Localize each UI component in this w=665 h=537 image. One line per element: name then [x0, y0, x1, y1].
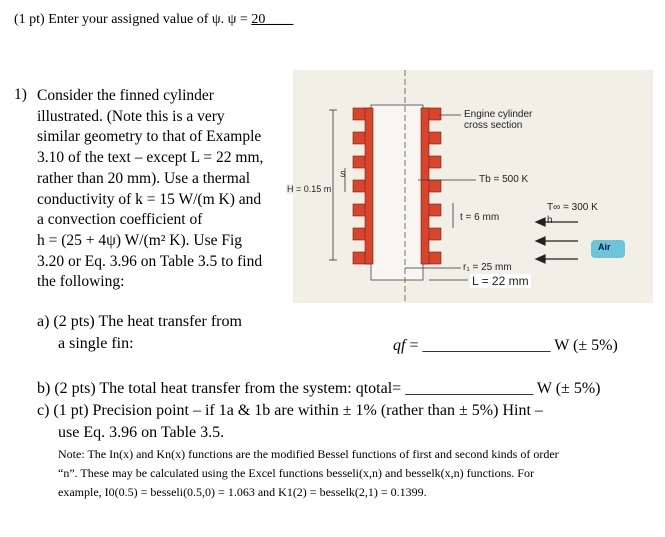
L-label: L = 22 mm: [472, 274, 529, 288]
qf-answer-field[interactable]: = ________________: [409, 337, 551, 354]
note-line-2: “n”. These may be calculated using the Excel functions besseli(x,n) and besselk(x,n) functions. For: [58, 466, 534, 480]
psi-value-field[interactable]: 20: [251, 12, 266, 27]
cylinder-wall: [371, 105, 423, 280]
part-c-line-1: c) (1 pt) Precision point – if 1a & 1b are within ± 1% (rather than ± 5%) Hint –: [37, 402, 543, 419]
air-flow-arrows: [536, 218, 578, 263]
problem-line: illustrated. (Note this is a very: [37, 107, 225, 125]
qf-unit: W (± 5%): [554, 337, 618, 354]
part-a-label-2: a single fin:: [58, 335, 134, 352]
engine-cylinder-label: Engine cylinder cross section: [464, 109, 533, 131]
spacing-label: S: [340, 170, 346, 179]
thickness-label: t = 6 mm: [460, 212, 500, 223]
problem-number: 1): [14, 86, 27, 103]
psi-blank: ____: [265, 12, 294, 27]
tinf-label: T∞ = 300 K: [547, 202, 598, 213]
tb-label: Tb = 500 K: [479, 174, 529, 185]
part-c-line-2: use Eq. 3.96 on Table 3.5.: [58, 424, 225, 441]
qf-symbol: qf: [393, 337, 406, 354]
problem-line: conductivity of k = 15 W/(m K) and: [37, 190, 262, 208]
part-b[interactable]: b) (2 pts) The total heat transfer from the system: qtotal= ________________ W (± 5%): [37, 380, 601, 397]
problem-line: Consider the finned cylinder: [37, 87, 214, 104]
note-line-3: example, I0(0.5) = besseli(0.5,0) = 1.063 and K1(2) = besselk(2,1) = 0.1399.: [58, 485, 427, 499]
problem-text: [37, 86, 263, 293]
fin-base-right: [421, 108, 429, 264]
air-label: Air: [598, 242, 611, 252]
note-line-1: Note: The In(x) and Kn(x) functions are the modified Bessel functions of first and second kinds of order: [58, 447, 559, 461]
problem-line: the following:: [37, 273, 125, 291]
r1-label: r₁ = 25 mm: [463, 262, 512, 273]
finned-cylinder-figure: [293, 70, 653, 303]
psi-prompt: [14, 12, 293, 28]
part-a-answer: [393, 337, 618, 355]
problem-line: 3.20 or Eq. 3.96 on Table 3.5 to find: [37, 252, 263, 270]
problem-line: similar geometry to that of Example: [37, 128, 262, 146]
problem-line: a convection coefficient of: [37, 211, 203, 229]
problem-line: h = (25 + 4ψ) W/(m² K). Use Fig: [37, 231, 243, 249]
problem-line: 3.10 of the text – except L = 22 mm,: [37, 149, 264, 167]
psi-prompt-text: (1 pt) Enter your assigned value of ψ. ψ =: [14, 12, 252, 27]
h-label: h: [547, 215, 553, 226]
height-label-outside: H = 0.15 m: [287, 184, 332, 194]
problem-line: rather than 20 mm). Use a thermal: [37, 169, 251, 187]
fin-base-left: [365, 108, 373, 264]
part-a-label: a) (2 pts) The heat transfer from: [37, 313, 242, 330]
